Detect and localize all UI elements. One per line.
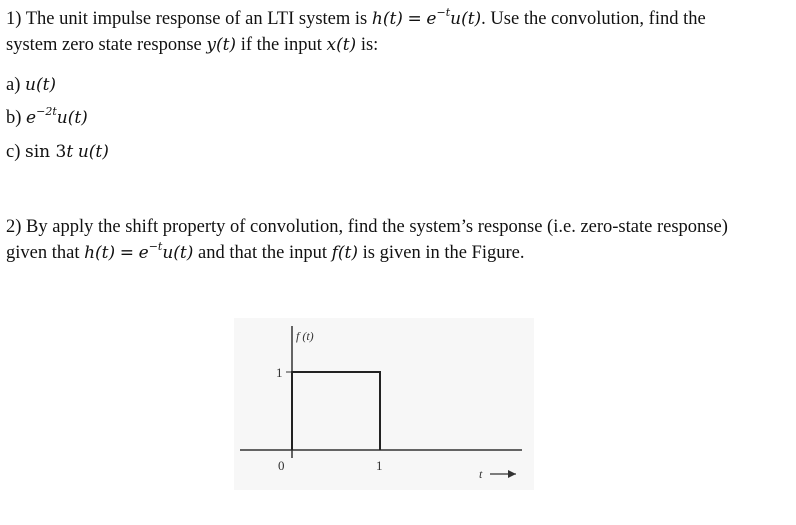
part-c-fn: sin 3: [25, 142, 67, 162]
problem-1-number: 1): [6, 9, 22, 29]
exp-base-e: e: [426, 9, 437, 29]
problem-2-text-c: and that the input: [198, 243, 327, 263]
p2-unit-step-u: u(t): [162, 243, 194, 263]
tick-x1-label: 1: [376, 458, 383, 473]
problem-1-text-c: system zero state response: [6, 35, 202, 55]
f-axis-label: f (t): [296, 329, 314, 343]
exp-power: −t: [436, 6, 451, 19]
problem-2-text: [6, 214, 790, 266]
part-a-label: a): [6, 75, 21, 95]
part-b-expr: u(t): [56, 108, 88, 128]
problem-2-text-a: By apply the shift property of convolution, find the system’s response (i.e. zero-state response): [26, 217, 728, 237]
part-a-expr: u(t): [25, 75, 57, 95]
problem-2-text-b: given that: [6, 243, 80, 263]
part-b-exp: −2t: [36, 105, 57, 118]
input-f: f(t): [331, 243, 358, 263]
part-c-label: c): [6, 142, 21, 162]
part-b: [6, 105, 88, 131]
part-c-expr: u(t): [77, 142, 109, 162]
input-x: x(t): [326, 35, 357, 55]
problem-1-text-b: . Use the convolution, find the: [481, 9, 706, 29]
equals-sign: =: [407, 9, 422, 29]
tick-y1-label: 1: [276, 365, 283, 380]
problem-1-text: [6, 6, 790, 58]
problem-2-text-d: is given in the Figure.: [362, 243, 525, 263]
p2-equals-sign: =: [119, 243, 135, 263]
p2-exp-base-e: e: [138, 243, 149, 263]
part-a: [6, 72, 56, 98]
unit-step-u: u(t): [450, 9, 482, 29]
problem-1-text-d: if the input: [240, 35, 322, 55]
impulse-response-h: h(t): [371, 9, 403, 29]
p2-impulse-response-h: h(t): [84, 243, 116, 263]
problem-2-number: 2): [6, 217, 22, 237]
output-y: y(t): [206, 35, 237, 55]
part-c-t: t: [66, 142, 74, 162]
problem-1-text-e: is:: [360, 35, 379, 55]
part-c: [6, 139, 109, 165]
part-b-label: b): [6, 108, 22, 128]
pulse-figure: [234, 318, 534, 490]
tick-x0-label: 0: [278, 458, 285, 473]
problem-1-text-a: The unit impulse response of an LTI system is: [25, 9, 368, 29]
t-axis-label: t: [479, 467, 483, 481]
part-b-base: e: [26, 108, 37, 128]
p2-exp-power: −t: [148, 240, 163, 253]
